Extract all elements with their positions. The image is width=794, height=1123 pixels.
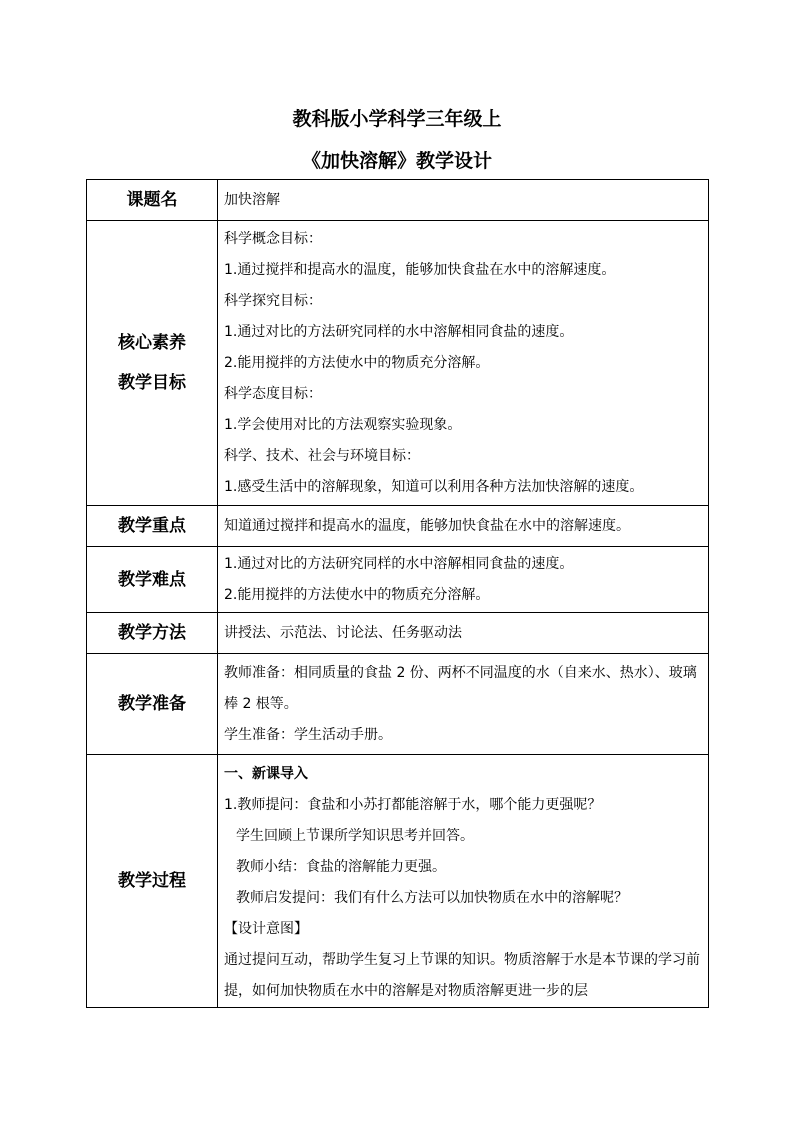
goals-line: 1.感受生活中的溶解现象，知道可以利用各种方法加快溶解的速度。 bbox=[224, 478, 644, 495]
teacher-preparation: 教师准备：相同质量的食盐 2 份、两杯不同温度的水（自来水、热水）、玻璃棒 2 根等。 bbox=[224, 664, 697, 712]
goals-content bbox=[218, 221, 709, 506]
goals-line: 1.通过搅拌和提高水的温度，能够加快食盐在水中的溶解速度。 bbox=[224, 261, 616, 278]
process-content bbox=[218, 755, 709, 1008]
goals-label bbox=[87, 221, 218, 506]
methods-label: 教学方法 bbox=[87, 613, 218, 654]
table-row-process bbox=[87, 755, 709, 1008]
process-question-1: 1.教师提问：食盐和小苏打都能溶解于水，哪个能力更强呢？ bbox=[224, 797, 602, 813]
topic-value: 加快溶解 bbox=[218, 180, 709, 221]
topic-label: 课题名 bbox=[87, 180, 218, 221]
student-preparation: 学生准备：学生活动手册。 bbox=[224, 726, 392, 743]
lesson-plan-table bbox=[86, 179, 709, 1008]
table-row-topic bbox=[87, 180, 709, 221]
process-teacher-summary: 教师小结：食盐的溶解能力更强。 bbox=[236, 859, 446, 875]
table-row-key-points bbox=[87, 506, 709, 547]
key-points-label: 教学重点 bbox=[87, 506, 218, 547]
difficulties-line: 2.能用搅拌的方法使水中的物质充分溶解。 bbox=[224, 586, 490, 603]
goals-line: 1.学会使用对比的方法观察实验现象。 bbox=[224, 416, 462, 433]
difficulties-line: 1.通过对比的方法研究同样的水中溶解相同食盐的速度。 bbox=[224, 555, 574, 572]
difficulties-content bbox=[218, 547, 709, 613]
goals-line: 科学探究目标： bbox=[224, 292, 322, 309]
process-label: 教学过程 bbox=[87, 755, 218, 1008]
goals-line: 2.能用搅拌的方法使水中的物质充分溶解。 bbox=[224, 354, 490, 371]
methods-value: 讲授法、示范法、讨论法、任务驱动法 bbox=[218, 613, 709, 654]
design-intent-title: 【设计意图】 bbox=[224, 921, 308, 937]
goals-line: 1.通过对比的方法研究同样的水中溶解相同食盐的速度。 bbox=[224, 323, 574, 340]
preparation-label: 教学准备 bbox=[87, 654, 218, 755]
goals-label-line2: 教学目标 bbox=[118, 373, 186, 393]
document-subtitle: 《加快溶解》教学设计 bbox=[301, 150, 492, 172]
process-heading: 一、新课导入 bbox=[224, 766, 308, 782]
design-intent-text: 通过提问互动，帮助学生复习上节课的知识。物质溶解于水是本节课的学习前提，如何加快物质在水中的溶解是对物质溶解更进一步的层 bbox=[224, 952, 700, 999]
difficulties-label: 教学难点 bbox=[87, 547, 218, 613]
table-row-goals bbox=[87, 221, 709, 506]
table-row-preparation bbox=[87, 654, 709, 755]
process-student-answer: 学生回顾上节课所学知识思考并回答。 bbox=[236, 828, 474, 844]
table-row-difficulties bbox=[87, 547, 709, 613]
process-question-2: 教师启发提问：我们有什么方法可以加快物质在水中的溶解呢？ bbox=[236, 890, 628, 906]
goals-label-line1: 核心素养 bbox=[118, 333, 186, 353]
goals-line: 科学态度目标： bbox=[224, 385, 322, 402]
document-title: 教科版小学科学三年级上 bbox=[292, 108, 502, 130]
table-row-methods bbox=[87, 613, 709, 654]
goals-line: 科学概念目标： bbox=[224, 230, 322, 247]
key-points-value: 知道通过搅拌和提高水的温度，能够加快食盐在水中的溶解速度。 bbox=[218, 506, 709, 547]
preparation-content bbox=[218, 654, 709, 755]
goals-line: 科学、技术、社会与环境目标： bbox=[224, 447, 420, 464]
